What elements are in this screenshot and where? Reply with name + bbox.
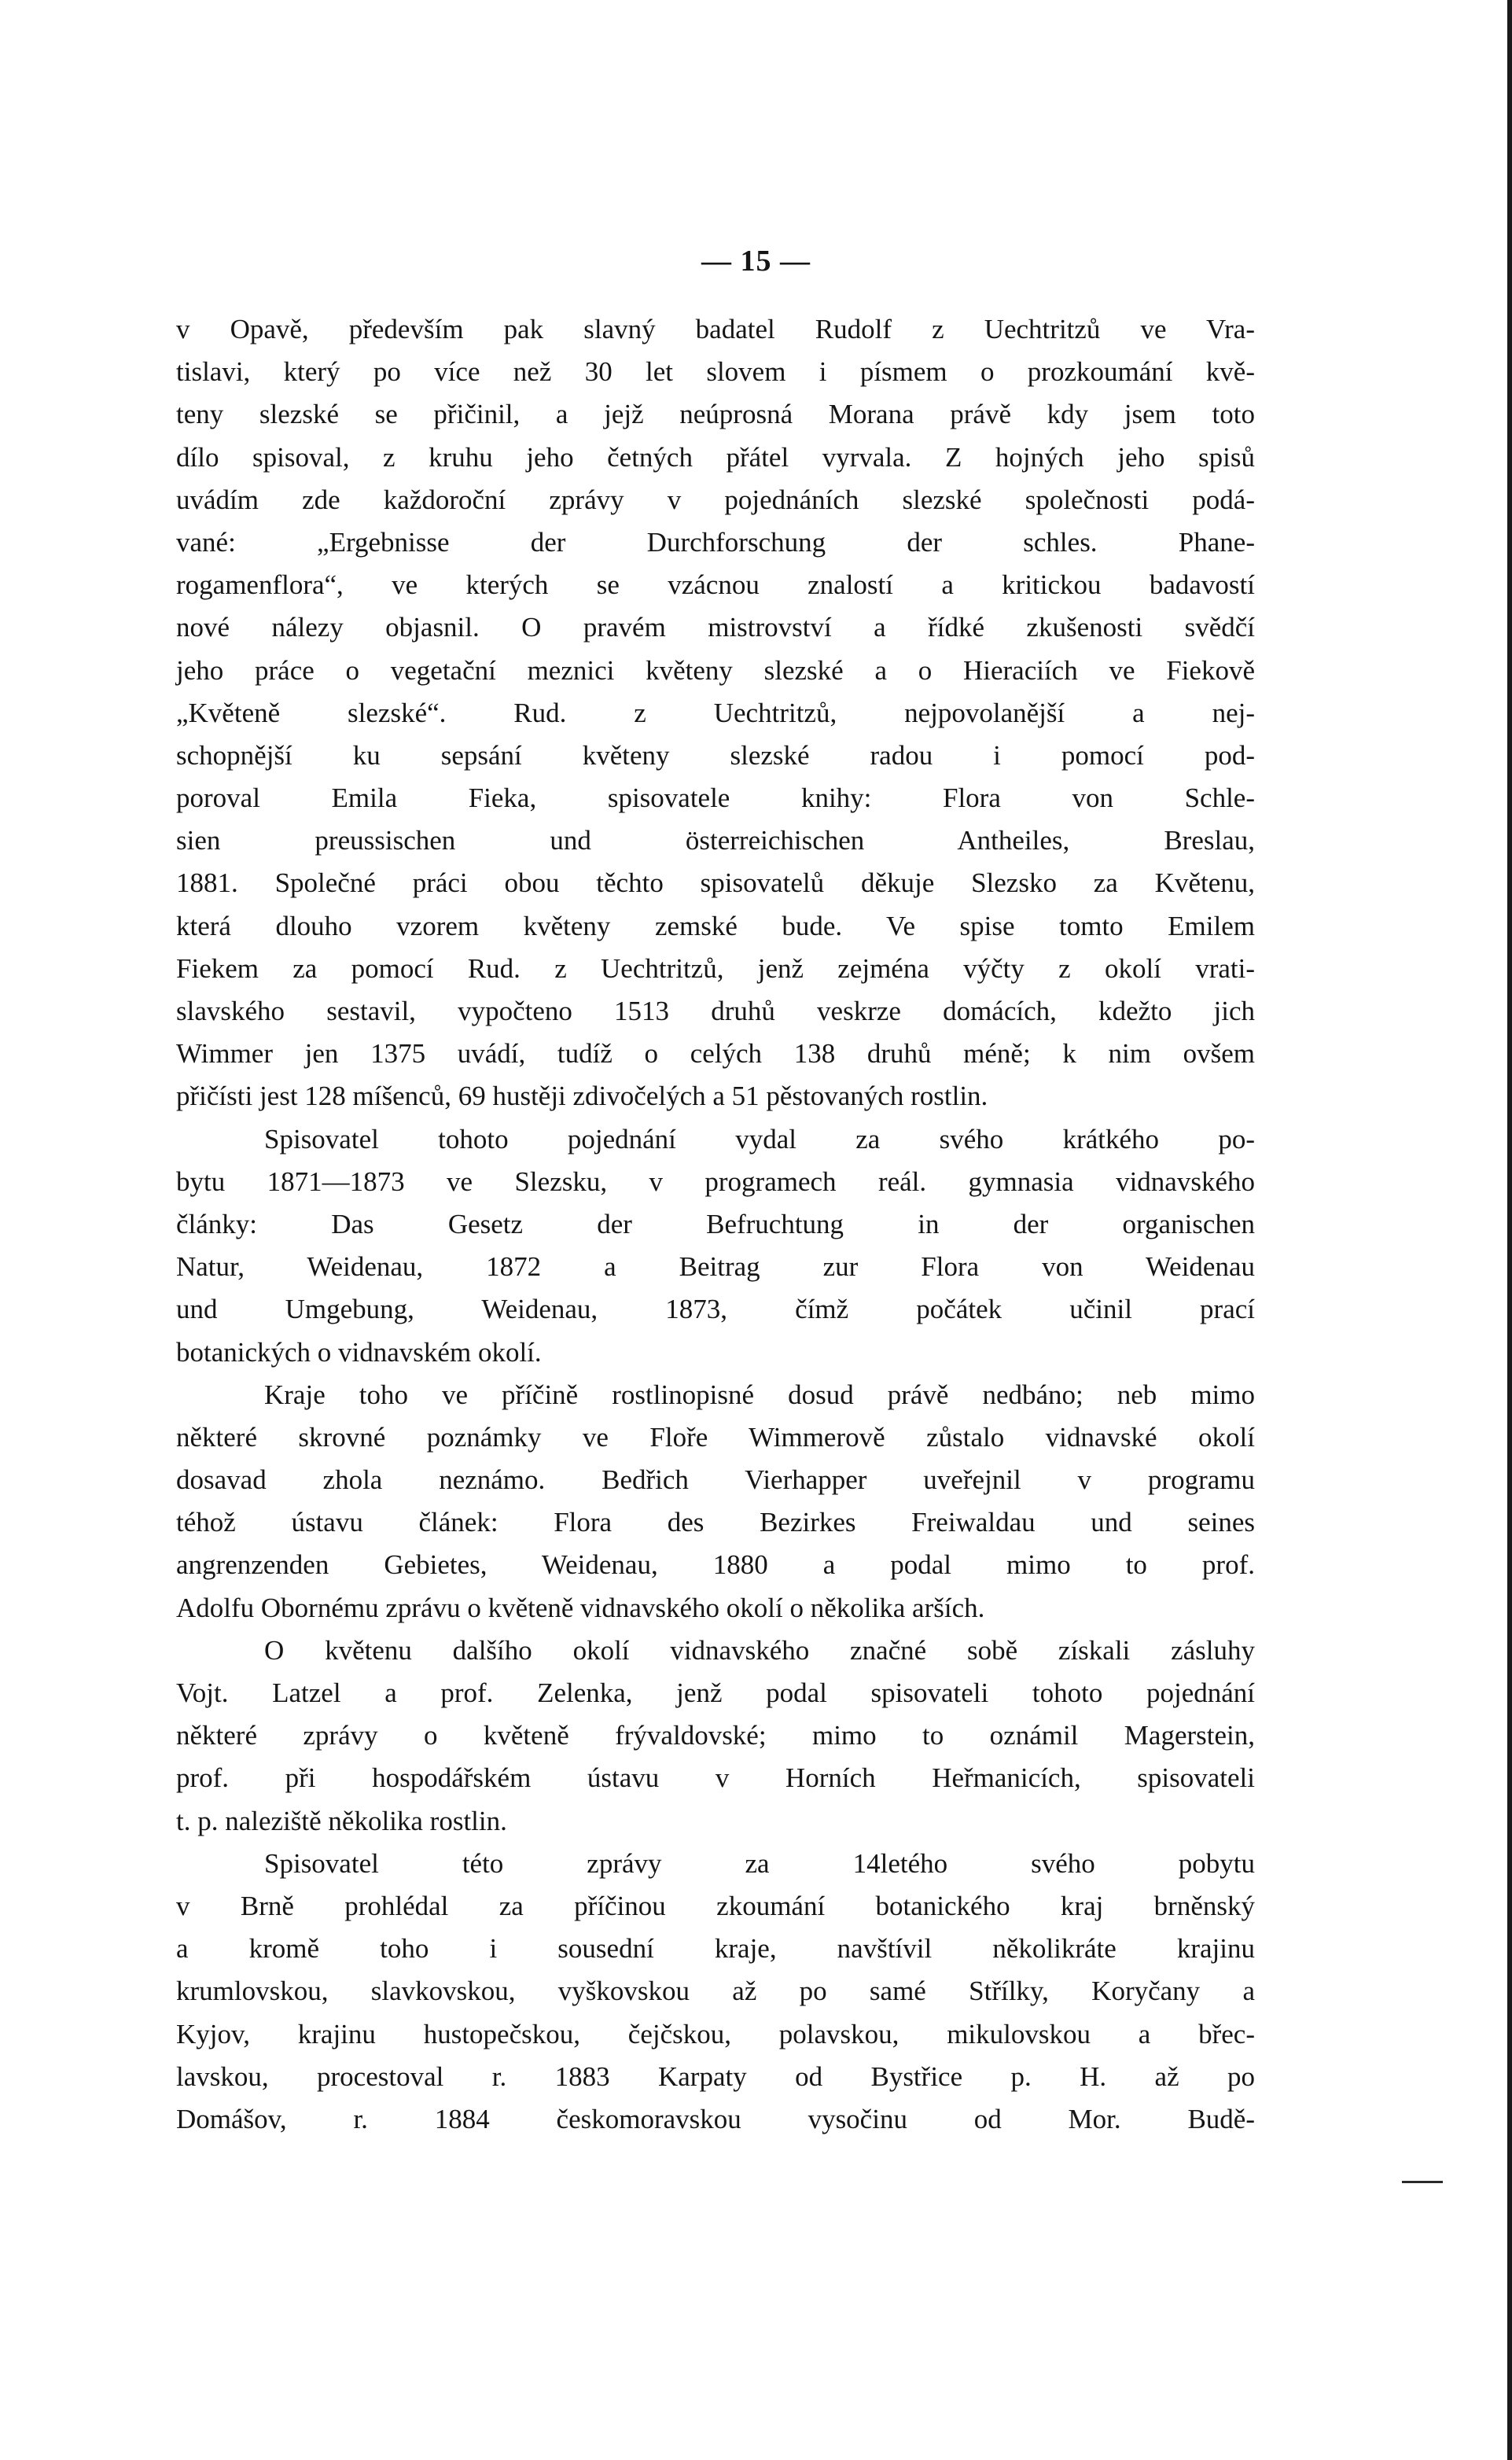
text-line: vané: „Ergebnisse der Durchforschung der schles. Phane- bbox=[176, 526, 1255, 558]
margin-dash-mark bbox=[1402, 2181, 1443, 2183]
text-line: 1881. Společné práci obou těchto spisovatelů děkuje Slezsko za Květenu, bbox=[176, 867, 1255, 899]
text-line: „Květeně slezské“. Rud. z Uechtritzů, nejpovolanější a nej- bbox=[176, 697, 1255, 728]
text-line: botanických o vidnavském okolí. bbox=[176, 1336, 542, 1368]
text-line: v Opavě, především pak slavný badatel Rudolf z Uechtritzů ve Vra- bbox=[176, 314, 1255, 344]
body-text bbox=[176, 308, 1255, 2141]
text-line: tislavi, který po více než 30 let slovem i písmem o prozkoumání kvě- bbox=[176, 356, 1255, 388]
text-line: Vojt. Latzel a prof. Zelenka, jenž podal spisovateli tohoto pojednání bbox=[176, 1677, 1255, 1708]
text-line: lavskou, procestoval r. 1883 Karpaty od Bystřice p. H. až po bbox=[176, 2060, 1255, 2092]
text-line: dílo spisoval, z kruhu jeho četných přátel vyrvala. Z hojných jeho spisů bbox=[176, 441, 1255, 473]
text-line: nové nálezy objasnil. O pravém mistrovství a řídké zkušenosti svědčí bbox=[176, 612, 1255, 643]
text-line: články: Das Gesetz der Befruchtung in der organischen bbox=[176, 1208, 1255, 1239]
text-line: uvádím zde každoroční zprávy v pojednáních slezské společnosti podá- bbox=[176, 484, 1255, 515]
text-line: a kromě toho i sousední kraje, navštívil několikráte krajinu bbox=[176, 1933, 1255, 1965]
text-line: Fiekem za pomocí Rud. z Uechtritzů, jenž zejména výčty z okolí vrati- bbox=[176, 952, 1255, 984]
text-line: Natur, Weidenau, 1872 a Beitrag zur Flora von Weidenau bbox=[176, 1251, 1255, 1283]
text-line: Kraje toho ve příčině rostlinopisné dosud právě nedbáno; neb mimo bbox=[264, 1379, 1255, 1410]
text-line: bytu 1871—1873 ve Slezsku, v programech reál. gymnasia vidnavského bbox=[176, 1166, 1255, 1197]
text-line: Wimmer jen 1375 uvádí, tudíž o celých 138 druhů méně; k nim ovšem bbox=[176, 1038, 1255, 1070]
text-line: která dlouho vzorem květeny zemské bude. Ve spise tomto Emilem bbox=[176, 910, 1255, 941]
text-line: Domášov, r. 1884 českomoravskou vysočinu od Mor. Budě- bbox=[176, 2103, 1255, 2134]
text-line: sien preussischen und österreichischen Antheiles, Breslau, bbox=[176, 825, 1255, 856]
text-line: prof. při hospodářském ústavu v Horních Heřmanicích, spisovateli bbox=[176, 1762, 1255, 1794]
text-line: und Umgebung, Weidenau, 1873, čímž počátek učinil prací bbox=[176, 1294, 1255, 1325]
text-line: krumlovskou, slavkovskou, vyškovskou až po samé Střílky, Koryčany a bbox=[176, 1976, 1255, 2007]
text-line: slavského sestavil, vypočteno 1513 druhů veskrze domácích, kdežto jich bbox=[176, 996, 1255, 1026]
scan-edge-shadow bbox=[1507, 0, 1512, 2460]
text-line: Spisovatel tohoto pojednání vydal za svého krátkého po- bbox=[264, 1123, 1255, 1155]
text-line: v Brně prohlédal za příčinou zkoumání botanického kraj brněnský bbox=[176, 1890, 1255, 1921]
text-line: poroval Emila Fieka, spisovatele knihy: Flora von Schle- bbox=[176, 783, 1255, 814]
text-line: téhož ústavu článek: Flora des Bezirkes Freiwaldau und seines bbox=[176, 1507, 1255, 1538]
text-line: teny slezské se přičinil, a jejž neúprosná Morana právě kdy jsem toto bbox=[176, 399, 1255, 430]
text-line: některé zprávy o květeně frývaldovské; mimo to oznámil Magerstein, bbox=[176, 1720, 1255, 1751]
text-line: Adolfu Obornému zprávu o květeně vidnavského okolí o několika arších. bbox=[176, 1592, 985, 1623]
text-line: přičísti jest 128 míšenců, 69 hustěji zdivočelých a 51 pěstovaných rostlin. bbox=[176, 1081, 988, 1112]
text-line: angrenzenden Gebietes, Weidenau, 1880 a podal mimo to prof. bbox=[176, 1549, 1255, 1581]
text-line: Spisovatel této zprávy za 14letého svého pobytu bbox=[264, 1847, 1255, 1879]
text-line: jeho práce o vegetační meznici květeny slezské a o Hieraciích ve Fiekově bbox=[176, 654, 1255, 686]
text-line: Kyjov, krajinu hustopečskou, čejčskou, polavskou, mikulovskou a břec- bbox=[176, 2018, 1255, 2049]
text-line: rogamenflora“, ve kterých se vzácnou znalostí a kritickou badavostí bbox=[176, 569, 1255, 601]
text-line: některé skrovné poznámky ve Floře Wimmerově zůstalo vidnavské okolí bbox=[176, 1421, 1255, 1453]
text-line: dosavad zhola neznámo. Bedřich Vierhapper uveřejnil v programu bbox=[176, 1464, 1255, 1496]
page-number: — 15 — bbox=[701, 245, 811, 278]
text-line: O květenu dalšího okolí vidnavského značné sobě získali zásluhy bbox=[264, 1634, 1255, 1666]
text-line: schopnější ku sepsání květeny slezské radou i pomocí pod- bbox=[176, 739, 1255, 771]
text-line: t. p. naleziště několika rostlin. bbox=[176, 1805, 507, 1836]
